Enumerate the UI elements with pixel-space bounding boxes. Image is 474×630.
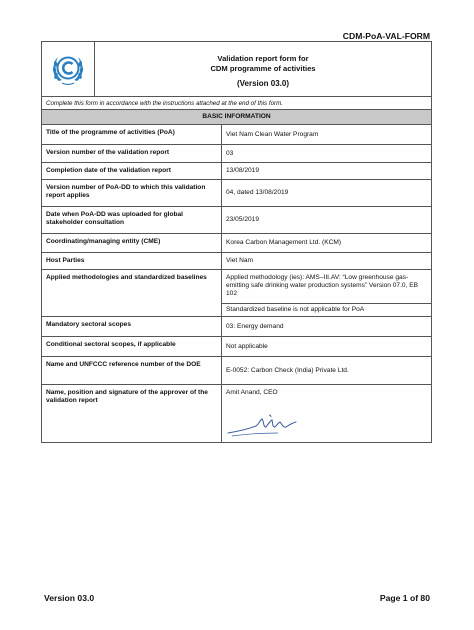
row-value: 04, dated 13/08/2019: [226, 189, 289, 196]
row-value: Korea Carbon Management Ltd. (KCM): [226, 239, 342, 246]
row-label: Date when PoA-DD was uploaded for global stakeholder consultation: [42, 207, 222, 233]
document-id: CDM-PoA-VAL-FORM: [342, 31, 430, 41]
row-label: Applied methodologies and standardized baselines: [42, 270, 222, 316]
table-row: [42, 317, 431, 337]
unfccc-logo-icon: [49, 50, 87, 88]
row-label: Name, position and signature of the approver of the validation report: [42, 385, 222, 442]
row-label: Host Parties: [42, 253, 222, 269]
table-row: [42, 337, 431, 357]
table-row: [42, 145, 431, 163]
section-heading: BASIC INFORMATION: [42, 110, 431, 125]
row-value: Viet Nam Clean Water Program: [226, 130, 319, 138]
row-value-cell: [222, 385, 431, 442]
logo-cell: [42, 42, 95, 96]
row-label: Coordinating/managing entity (CME): [42, 234, 222, 252]
table-row: [42, 270, 431, 317]
form-title: [95, 42, 431, 96]
row-value-secondary: Standardized baseline is not applicable for PoA: [222, 303, 431, 316]
table-row: [42, 207, 431, 234]
table-row: [42, 253, 431, 270]
row-value: Applied methodology (ies): AMS–III.AV: “Low greenhouse gas-emitting safe drinking water production systems” Version 07.0, EB 102: [226, 274, 419, 297]
table-row: [42, 163, 431, 180]
title-line-1: Validation report form for: [217, 54, 309, 63]
row-value: 23/05/2019: [226, 216, 260, 223]
table-row: [42, 385, 431, 442]
row-value: 03: Energy demand: [226, 322, 284, 330]
table-row: [42, 234, 431, 253]
row-value: 13/08/2019: [226, 167, 260, 174]
row-label: Conditional sectoral scopes, if applicable: [42, 337, 222, 356]
instructions-text: Complete this form in accordance with the instructions attached at the end of this form.: [42, 97, 431, 110]
row-value-group: [222, 270, 431, 316]
row-value: Amit Anand, CEO: [226, 389, 278, 396]
title-line-2: CDM programme of activities: [210, 64, 316, 73]
table-row: [42, 125, 431, 145]
row-label: Version number of the validation report: [42, 145, 222, 162]
table-row: [42, 357, 431, 385]
footer-version: Version 03.0: [44, 593, 95, 603]
footer-page-number: Page 1 of 80: [379, 593, 430, 603]
row-value: E-0052: Carbon Check (India) Private Ltd.: [226, 366, 349, 374]
table-row: [42, 180, 431, 207]
row-label: Title of the programme of activities (PoA): [42, 125, 222, 144]
title-version: (Version 03.0): [236, 79, 290, 88]
row-label: Version number of PoA-DD to which this validation report applies: [42, 180, 222, 206]
row-value: 03: [226, 149, 234, 157]
row-value: Not applicable: [226, 342, 268, 350]
form-header: [42, 42, 431, 97]
row-value: Viet Nam: [226, 257, 253, 264]
row-label: Name and UNFCCC reference number of the DOE: [42, 357, 222, 384]
row-label: Completion date of the validation report: [42, 163, 222, 179]
signature-image: [226, 409, 326, 439]
validation-form: [41, 41, 432, 443]
row-label: Mandatory sectoral scopes: [42, 317, 222, 336]
